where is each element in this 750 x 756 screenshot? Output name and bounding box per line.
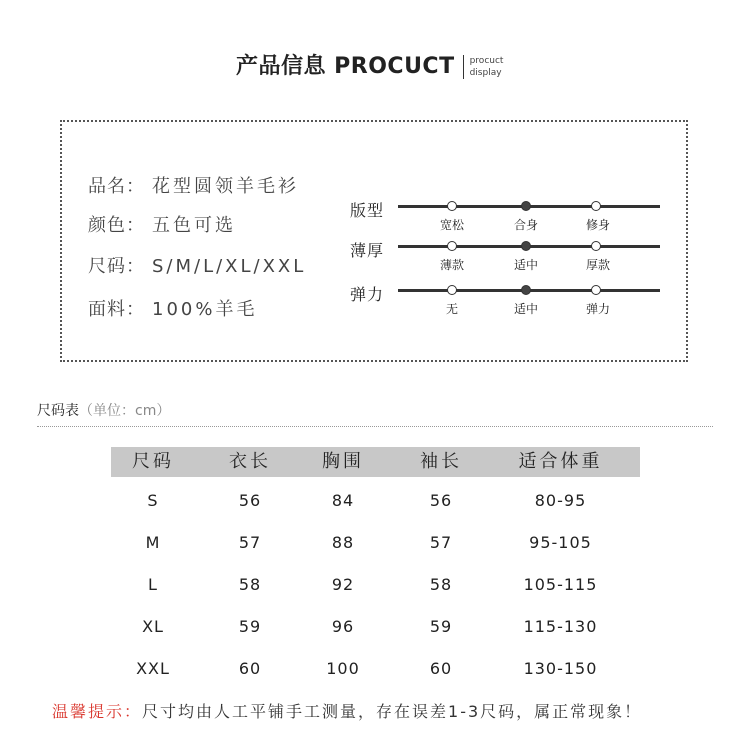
scale-option-label: 适中 bbox=[513, 258, 538, 272]
info-value: S/M/L/XL/XXL bbox=[152, 256, 307, 277]
table-row bbox=[111, 606, 640, 648]
notice-label: 温馨提示： bbox=[52, 702, 143, 721]
scale-option-label: 无 bbox=[445, 302, 458, 316]
column-header-weight: 适合体重 bbox=[518, 451, 603, 472]
scale-option-label: 适中 bbox=[513, 302, 538, 316]
cell-sleeve: 57 bbox=[429, 533, 453, 552]
table-row bbox=[111, 564, 640, 606]
info-value: 五色可选 bbox=[152, 215, 236, 236]
cell-sleeve: 59 bbox=[429, 617, 453, 636]
info-row-color bbox=[88, 214, 236, 238]
subtitle-line-1: procuct bbox=[469, 56, 504, 66]
scale-option-label: 薄款 bbox=[439, 258, 464, 272]
size-table-title: 尺码表 bbox=[37, 403, 79, 419]
info-value: 100%羊毛 bbox=[152, 299, 258, 320]
page-header bbox=[236, 52, 503, 82]
cell-weight: 130-150 bbox=[523, 659, 598, 678]
cell-chest: 92 bbox=[331, 575, 355, 594]
scale-option-label: 合身 bbox=[513, 218, 538, 232]
cell-chest: 84 bbox=[331, 491, 355, 510]
scale-option-label: 宽松 bbox=[439, 218, 464, 232]
table-row bbox=[111, 480, 640, 522]
cell-chest: 88 bbox=[331, 533, 355, 552]
scale-label: 版型 bbox=[350, 201, 385, 220]
cell-weight: 80-95 bbox=[534, 491, 587, 510]
cell-size: L bbox=[148, 575, 158, 594]
cell-sleeve: 56 bbox=[429, 491, 453, 510]
size-table-heading bbox=[37, 402, 170, 420]
scale-dot bbox=[591, 285, 601, 295]
info-label: 颜色： bbox=[88, 215, 145, 236]
cell-size: M bbox=[145, 533, 161, 552]
info-row-sizes bbox=[88, 255, 306, 279]
cell-chest: 96 bbox=[331, 617, 355, 636]
cell-length: 56 bbox=[238, 491, 262, 510]
scale-dot bbox=[447, 241, 457, 251]
cell-size: XXL bbox=[136, 659, 170, 678]
notice-text: 尺寸均由人工平铺手工测量，存在误差1-3尺码，属正常现象！ bbox=[142, 702, 643, 721]
dotted-divider bbox=[37, 426, 713, 427]
page-title: 产品信息 PROCUCT bbox=[236, 54, 455, 79]
size-table bbox=[111, 447, 640, 690]
cell-size: S bbox=[147, 491, 159, 510]
info-row-material bbox=[88, 298, 257, 322]
subtitle-line-2: display bbox=[469, 68, 502, 78]
title-subtext bbox=[470, 55, 504, 79]
measurement-notice bbox=[52, 701, 642, 723]
scale-label: 薄厚 bbox=[350, 241, 385, 260]
cell-size: XL bbox=[142, 617, 164, 636]
info-label: 品名： bbox=[88, 176, 145, 197]
table-header-row bbox=[111, 447, 640, 477]
scale-dot bbox=[521, 241, 531, 251]
scale-option-label: 厚款 bbox=[585, 258, 610, 272]
scale-label: 弹力 bbox=[350, 285, 385, 304]
column-header-size: 尺码 bbox=[132, 451, 174, 472]
column-header-length: 衣长 bbox=[229, 451, 271, 472]
column-header-chest: 胸围 bbox=[322, 451, 364, 472]
column-header-sleeve: 袖长 bbox=[420, 451, 462, 472]
info-row-product-name bbox=[88, 175, 299, 199]
cell-length: 59 bbox=[238, 617, 262, 636]
info-label: 面料： bbox=[88, 299, 145, 320]
cell-weight: 95-105 bbox=[529, 533, 592, 552]
info-label: 尺码： bbox=[88, 256, 145, 277]
scale-dot bbox=[521, 285, 531, 295]
cell-weight: 115-130 bbox=[523, 617, 598, 636]
scale-dot bbox=[591, 201, 601, 211]
cell-length: 57 bbox=[238, 533, 262, 552]
scale-option-label: 修身 bbox=[585, 218, 610, 232]
scale-dot bbox=[521, 201, 531, 211]
title-divider bbox=[463, 55, 464, 79]
cell-sleeve: 58 bbox=[429, 575, 453, 594]
scale-dot bbox=[447, 285, 457, 295]
scale-dot bbox=[591, 241, 601, 251]
cell-length: 58 bbox=[238, 575, 262, 594]
cell-weight: 105-115 bbox=[523, 575, 598, 594]
table-row bbox=[111, 648, 640, 690]
info-value: 花型圆领羊毛衫 bbox=[152, 176, 299, 197]
size-table-unit: （单位：cm） bbox=[79, 403, 171, 419]
scale-option-label: 弹力 bbox=[585, 302, 610, 316]
cell-length: 60 bbox=[238, 659, 262, 678]
cell-chest: 100 bbox=[326, 659, 360, 678]
scale-dot bbox=[447, 201, 457, 211]
table-row bbox=[111, 522, 640, 564]
cell-sleeve: 60 bbox=[429, 659, 453, 678]
